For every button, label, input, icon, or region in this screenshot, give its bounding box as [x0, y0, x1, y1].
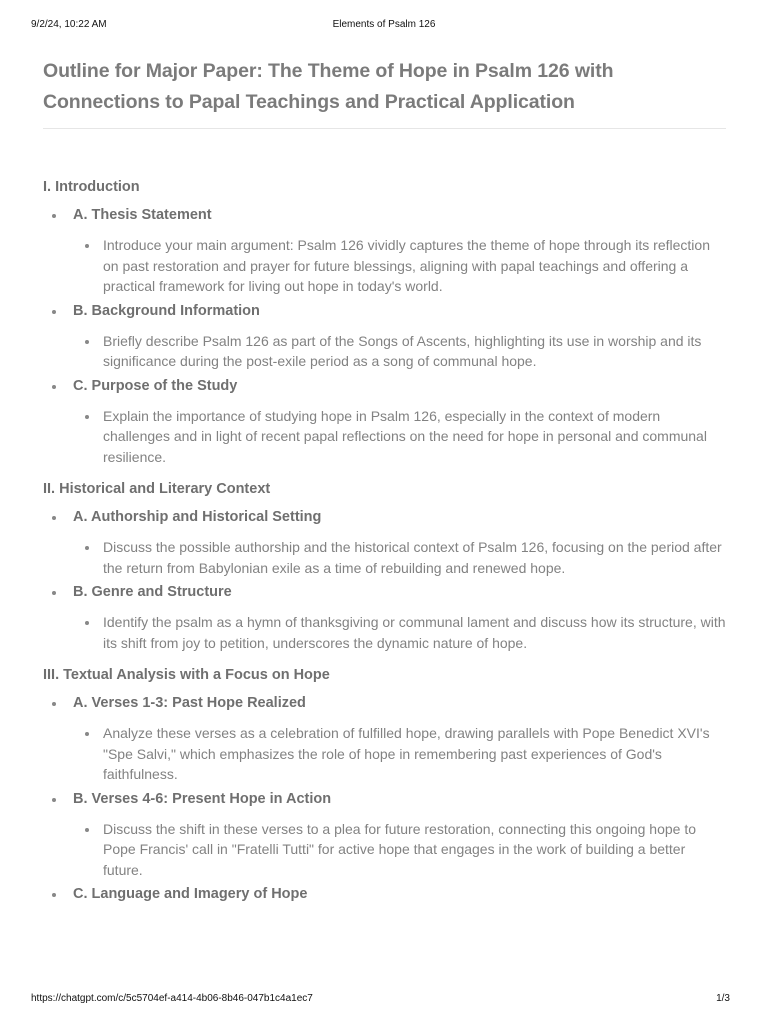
subsection-label: C. Purpose of the Study [73, 377, 238, 394]
print-footer [31, 993, 737, 1007]
subsection-list [43, 507, 726, 653]
detail-text [73, 235, 726, 297]
subsection-label: A. Thesis Statement [73, 207, 212, 223]
bullet-icon [85, 415, 89, 419]
subsection-language-imagery [43, 884, 726, 904]
detail-text [73, 331, 726, 372]
bullet-icon [52, 214, 56, 218]
subsection-purpose-of-study [43, 376, 726, 468]
section-historical-literary-context [43, 479, 726, 653]
print-header [31, 19, 737, 33]
subsection-background-information [43, 301, 726, 372]
bullet-icon [52, 893, 56, 897]
section-heading: III. Textual Analysis with a Focus on Hope [43, 667, 330, 683]
bullet-icon [85, 828, 89, 832]
print-url: https://chatgpt.com/c/5c5704ef-a414-4b06-8b46-047b1c4a1ec7 [31, 993, 313, 1004]
section-introduction [43, 177, 726, 467]
section-heading: II. Historical and Literary Context [43, 481, 271, 497]
detail-text [73, 819, 726, 881]
subsection-label: C. Language and Imagery of Hope [73, 886, 308, 902]
document-content [43, 56, 726, 914]
subsection-verses-4-6 [43, 789, 726, 881]
subsection-label: A. Verses 1-3: Past Hope Realized [73, 695, 306, 711]
bullet-icon [52, 516, 56, 520]
bullet-icon [85, 244, 89, 248]
bullet-icon [52, 385, 56, 389]
bullet-icon [52, 702, 56, 706]
page-title: Outline for Major Paper: The Theme of Hope in Psalm 126 with Connections to Papal Teachings and Practical Application [43, 60, 614, 113]
detail-text-content: Explain the importance of studying hope in Psalm 126, especially in the context of modern challenges and in light of recent papal reflections on the need for hope in personal and communal resilience. [103, 407, 707, 465]
bullet-icon [85, 340, 89, 344]
subsection-genre-structure [43, 582, 726, 653]
detail-text [73, 537, 726, 578]
section-textual-analysis [43, 665, 726, 904]
subsection-label: B. Verses 4-6: Present Hope in Action [73, 790, 332, 807]
bullet-icon [85, 621, 89, 625]
subsection-list [43, 205, 726, 467]
detail-text-content: Introduce your main argument: Psalm 126 vividly captures the theme of hope through its reflection on past restoration and prayer for future blessings, aligning with papal teachings and offering a practical framework for living out hope in today's world. [103, 237, 710, 294]
section-heading: I. Introduction [43, 179, 140, 195]
print-document-title: Elements of Psalm 126 [332, 19, 436, 30]
bullet-icon [52, 310, 56, 314]
subsection-label: B. Genre and Structure [73, 584, 232, 600]
subsection-label: B. Background Information [73, 302, 260, 319]
bullet-icon [85, 546, 89, 550]
detail-text [73, 406, 726, 468]
subsection-thesis-statement [43, 205, 726, 297]
detail-text-content: Identify the psalm as a hymn of thanksgiving or communal lament and discuss how its structure, with its shift from joy to petition, underscores the dynamic nature of hope. [103, 614, 726, 651]
page-number: 1/3 [716, 993, 730, 1004]
subsection-label: A. Authorship and Historical Setting [73, 509, 322, 525]
detail-text-content: Analyze these verses as a celebration of fulfilled hope, drawing parallels with Pope Benedict XVI's "Spe Salvi," which emphasizes the role of hope in remembering past experiences of God's faithfulness. [103, 725, 710, 782]
subsection-verses-1-3 [43, 693, 726, 785]
detail-text [73, 612, 726, 653]
subsection-list [43, 693, 726, 904]
title-divider [43, 128, 726, 129]
bullet-icon [85, 732, 89, 736]
print-date: 9/2/24, 10:22 AM [31, 19, 107, 30]
bullet-icon [52, 798, 56, 802]
detail-text [73, 723, 726, 785]
detail-text-content: Briefly describe Psalm 126 as part of the Songs of Ascents, highlighting its use in worship and its significance during the post-exile period as a song of communal hope. [103, 332, 702, 369]
detail-text-content: Discuss the possible authorship and the historical context of Psalm 126, focusing on the period after the return from Babylonian exile as a time of rebuilding and renewed hope. [103, 539, 722, 576]
detail-text-content: Discuss the shift in these verses to a plea for future restoration, connecting this ongoing hope to Pope Francis' call in "Fratelli Tutti" for active hope that engages in the work of building a better future. [103, 820, 697, 878]
bullet-icon [52, 591, 56, 595]
subsection-authorship-historical-setting [43, 507, 726, 578]
